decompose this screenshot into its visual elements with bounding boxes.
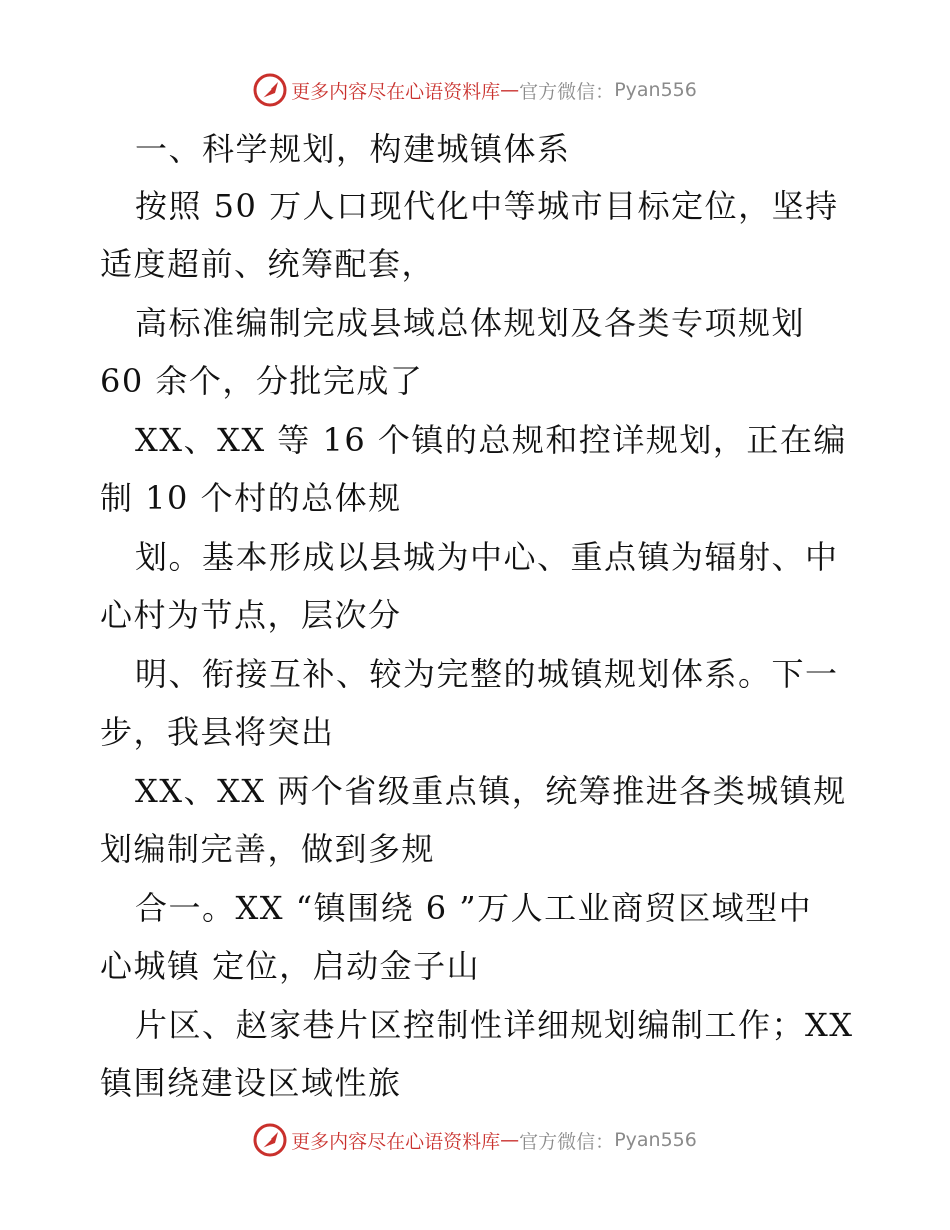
paragraph-line: 明、衔接互补、较为完整的城镇规划体系。下一	[135, 655, 839, 693]
watermark-main-text: 更多内容尽在心语资料库	[291, 80, 501, 103]
paragraph-line: 片区、赵家巷片区控制性详细规划编制工作；XX	[135, 1006, 854, 1044]
paragraph-line: 60 余个，分批完成了	[100, 362, 424, 400]
section-heading: 一、科学规划，构建城镇体系	[135, 130, 571, 168]
watermark-wechat-id: Pyan556	[614, 79, 697, 101]
header-watermark	[0, 70, 950, 110]
watermark-separator: —	[500, 79, 520, 101]
paragraph-line: 心城镇 定位，启动金子山	[100, 947, 481, 985]
paragraph-line: XX、XX 两个省级重点镇，统筹推进各类城镇规	[135, 772, 847, 810]
paragraph-line: 按照 50 万人口现代化中等城市目标定位，坚持	[135, 187, 839, 225]
paragraph-line: 划编制完善，做到多规	[100, 830, 436, 868]
watermark-main-text: 更多内容尽在心语资料库	[291, 1130, 501, 1153]
paragraph-line: 步，我县将突出	[100, 713, 335, 751]
paragraph-line: 适度超前、统筹配套，	[100, 245, 436, 283]
paragraph-line: 心村为节点，层次分	[100, 596, 402, 634]
watermark-suffix-text: 官方微信：	[519, 1130, 615, 1153]
paragraph-line: 镇围绕建设区域性旅	[100, 1064, 402, 1102]
watermark-separator: —	[500, 1129, 520, 1151]
paragraph-line: 划。基本形成以县城为中心、重点镇为辐射、中	[135, 538, 839, 576]
footer-watermark	[0, 1120, 950, 1160]
paragraph-line: XX、XX 等 16 个镇的总规和控详规划，正在编	[135, 421, 847, 459]
watermark-wechat-id: Pyan556	[614, 1129, 697, 1151]
quill-logo-icon	[253, 73, 287, 107]
paragraph-line: 制 10 个村的总体规	[100, 479, 402, 517]
watermark-suffix-text: 官方微信：	[519, 80, 615, 103]
paragraph-line: 合一。XX “镇围绕 6 ”万人工业商贸区域型中	[135, 889, 813, 927]
paragraph-line: 高标准编制完成县域总体规划及各类专项规划	[135, 304, 806, 342]
quill-logo-icon	[253, 1123, 287, 1157]
